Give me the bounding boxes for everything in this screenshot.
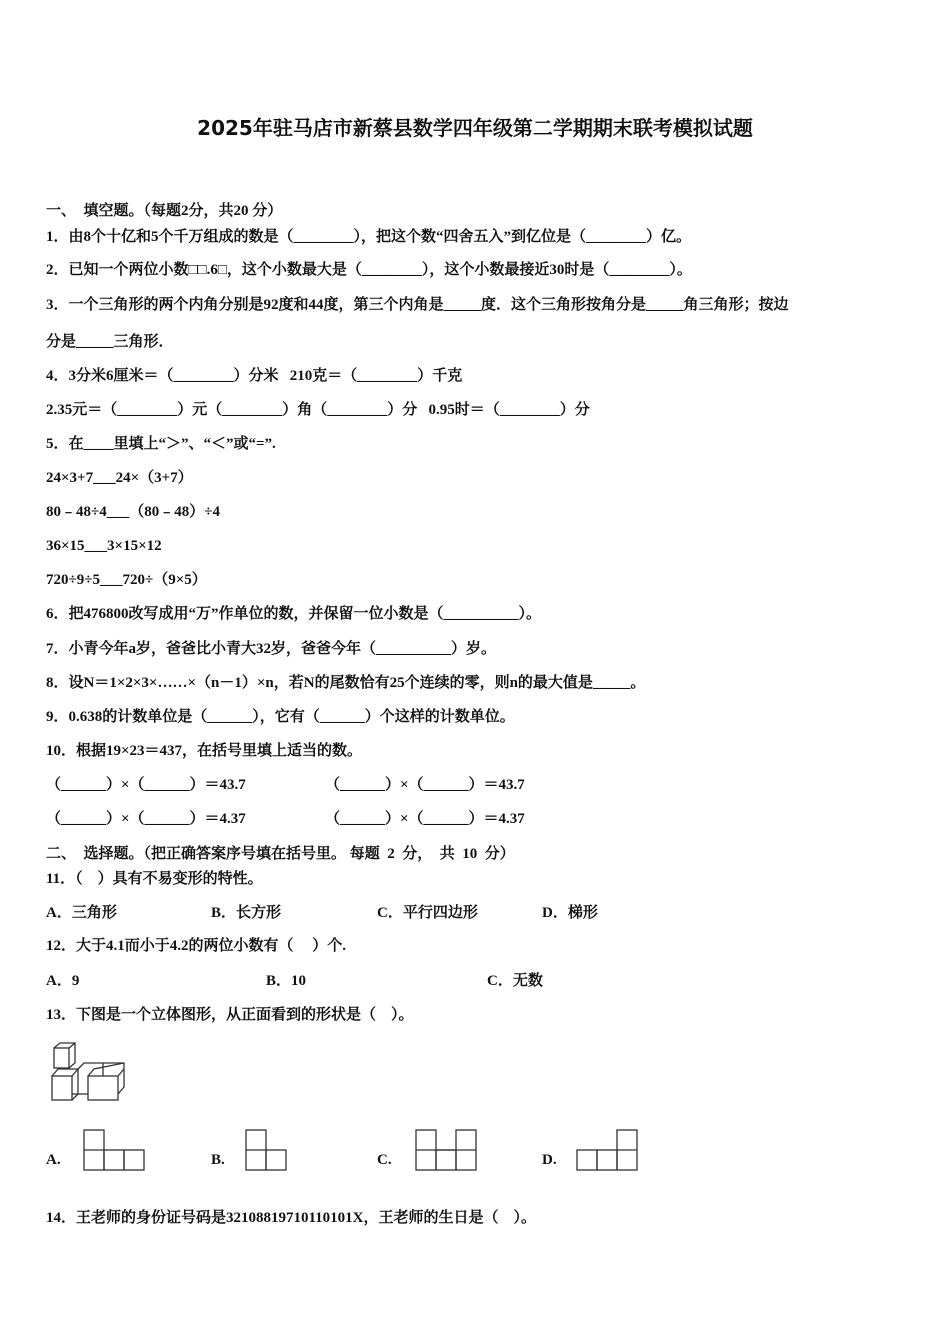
cube-solid-figure — [48, 1042, 132, 1104]
question-5-item: 36×15___3×15×12 — [46, 538, 162, 554]
option-b: B．10 — [266, 973, 307, 989]
section-2-heading: 二、 选择题。（把正确答案序号填在括号里。 每题 2 分， 共 10 分） — [46, 846, 515, 862]
question-13: 13．下图是一个立体图形，从正面看到的形状是（ ）。 — [46, 1007, 414, 1023]
question-4: 4．3分米6厘米＝（________）分米 210克＝（________）千克 — [46, 368, 463, 384]
question-5-item: 80﹣48÷4___（80﹣48）÷4 — [46, 504, 220, 520]
option-b: B．长方形 — [211, 905, 282, 921]
option-a: A. — [46, 1152, 61, 1168]
question-9: 9．0.638的计数单位是（______），它有（______）个这样的计数单位。 — [46, 709, 515, 725]
option-d: D．梯形 — [542, 905, 598, 921]
question-8: 8．设N＝1×2×3×……×（n－1）×n，若N的尾数恰有25个连续的零，则n的最大值是_____。 — [46, 675, 646, 691]
question-10-item: （______）×（______）＝4.37 — [46, 811, 246, 827]
question-10-item: （______）×（______）＝43.7 — [46, 777, 246, 793]
question-10-item: （______）×（______）＝43.7 — [325, 777, 525, 793]
question-3-cont: 分是_____三角形． — [46, 334, 174, 350]
option-c: C. — [377, 1152, 392, 1168]
question-2: 2．已知一个两位小数□□.6□，这个小数最大是（________），这个小数最接近30时是（________）。 — [46, 262, 692, 278]
option-d-shape — [575, 1128, 641, 1174]
option-b: B. — [211, 1152, 225, 1168]
option-a: A．9 — [46, 973, 80, 989]
question-1: 1．由8个十亿和5个千万组成的数是（________），把这个数“四舍五入”到亿位是（________）亿。 — [46, 229, 692, 245]
question-11: 11．（ ）具有不易变形的特性。 — [46, 871, 263, 887]
question-6: 6．把476800改写成用“万”作单位的数，并保留一位小数是（__________）。 — [46, 606, 542, 622]
question-5: 5．在____里填上“＞”、“＜”或“=”. — [46, 436, 276, 452]
question-5-item: 24×3+7___24×（3+7） — [46, 470, 193, 486]
question-5-item: 720÷9÷5___720÷（9×5） — [46, 572, 207, 588]
question-7: 7．小青今年a岁，爸爸比小青大32岁，爸爸今年（__________）岁。 — [46, 641, 497, 657]
question-3: 3．一个三角形的两个内角分别是92度和44度，第三个内角是_____度．这个三角形按角分是_____角三角形；按边 — [46, 297, 789, 313]
option-d: D. — [542, 1152, 557, 1168]
question-14: 14．王老师的身份证号码是32108819710110101X，王老师的生日是（ ）。 — [46, 1210, 537, 1226]
option-c-shape — [414, 1128, 480, 1174]
question-4-cont: 2.35元＝（________）元（________）角（________）分 0.95时＝（________）分 — [46, 402, 590, 418]
section-1-heading: 一、 填空题。（每题2分，共20 分） — [46, 203, 283, 219]
question-10: 10．根据19×23＝437，在括号里填上适当的数。 — [46, 743, 363, 759]
option-a-shape — [82, 1128, 148, 1174]
option-b-shape — [244, 1128, 290, 1174]
page-title: 2025年驻马店市新蔡县数学四年级第二学期期末联考模拟试题 — [197, 116, 753, 140]
option-c: C．无数 — [487, 973, 543, 989]
option-c: C．平行四边形 — [377, 905, 478, 921]
question-12: 12．大于4.1而小于4.2的两位小数有（ ）个. — [46, 938, 347, 954]
question-10-item: （______）×（______）＝4.37 — [325, 811, 525, 827]
option-a: A．三角形 — [46, 905, 117, 921]
